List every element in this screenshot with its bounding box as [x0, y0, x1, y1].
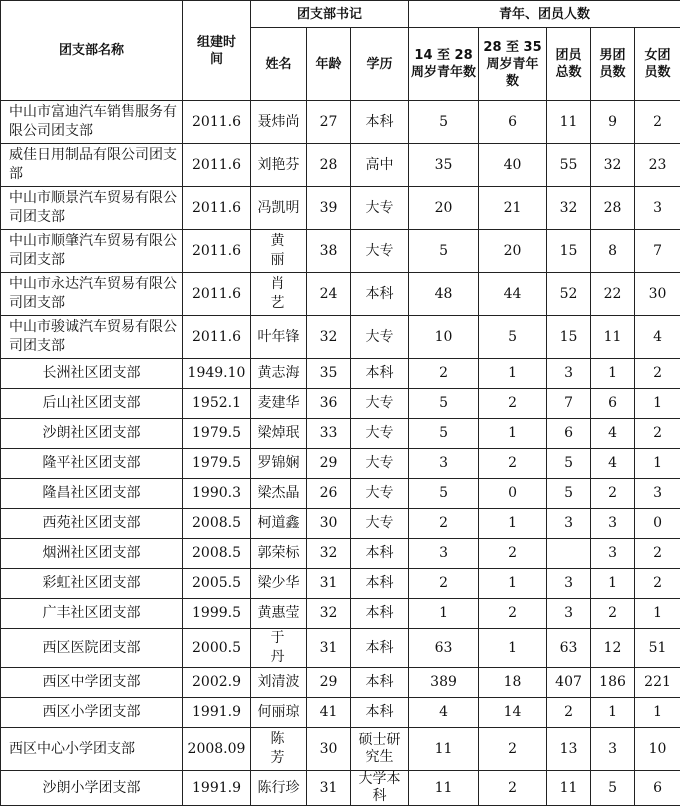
cell-youth-14-28: 3: [409, 539, 479, 569]
cell-total-members: 3: [547, 599, 591, 629]
cell-founded: 2002.9: [183, 668, 251, 698]
cell-secretary-edu: 高中: [351, 144, 409, 187]
cell-female-members: 2: [635, 101, 680, 144]
cell-founded: 1991.9: [183, 771, 251, 806]
cell-unit-name: 沙朗小学团支部: [1, 771, 183, 806]
header-sec-name: 姓名: [251, 28, 307, 101]
cell-female-members: 2: [635, 359, 680, 389]
cell-unit-name: 广丰社区团支部: [1, 599, 183, 629]
cell-male-members: 9: [591, 101, 635, 144]
cell-youth-14-28: 63: [409, 629, 479, 668]
cell-total-members: 55: [547, 144, 591, 187]
header-founded: 组建时间: [183, 1, 251, 101]
cell-male-members: 12: [591, 629, 635, 668]
cell-youth-14-28: 11: [409, 728, 479, 771]
table-row: [1, 273, 680, 316]
cell-total-members: 3: [547, 509, 591, 539]
cell-youth-28-35: 18: [479, 668, 547, 698]
table-row: [1, 509, 680, 539]
cell-total-members: 3: [547, 569, 591, 599]
cell-youth-14-28: 4: [409, 698, 479, 728]
cell-secretary-name: 柯道鑫: [251, 509, 307, 539]
table-row: [1, 359, 680, 389]
cell-secretary-name: 聂炜尚: [251, 101, 307, 144]
cell-unit-name: 中山市骏诚汽车贸易有限公司团支部: [1, 316, 183, 359]
cell-founded: 2005.5: [183, 569, 251, 599]
cell-male-members: 5: [591, 771, 635, 806]
cell-total-members: 13: [547, 728, 591, 771]
cell-youth-14-28: 35: [409, 144, 479, 187]
cell-youth-28-35: 2: [479, 449, 547, 479]
cell-secretary-name: 陈芳: [251, 728, 307, 771]
cell-youth-14-28: 5: [409, 479, 479, 509]
cell-unit-name: 中山市富迪汽车销售服务有限公司团支部: [1, 101, 183, 144]
cell-secretary-edu: 大学本科: [351, 771, 409, 806]
cell-male-members: 4: [591, 419, 635, 449]
table-row: [1, 569, 680, 599]
cell-secretary-age: 30: [307, 509, 351, 539]
cell-founded: 2011.6: [183, 144, 251, 187]
cell-female-members: 221: [635, 668, 680, 698]
cell-male-members: 8: [591, 230, 635, 273]
cell-founded: 2008.5: [183, 539, 251, 569]
cell-secretary-edu: 大专: [351, 479, 409, 509]
cell-secretary-age: 41: [307, 698, 351, 728]
header-members: 青年、团员人数: [409, 1, 680, 28]
header-secretary: 团支部书记: [251, 1, 409, 28]
cell-founded: 1991.9: [183, 698, 251, 728]
header-youth-14-28: 14 至 28 周岁青年数: [409, 28, 479, 101]
cell-youth-14-28: 10: [409, 316, 479, 359]
cell-youth-28-35: 5: [479, 316, 547, 359]
cell-secretary-name: 梁焯珉: [251, 419, 307, 449]
cell-total-members: 15: [547, 230, 591, 273]
cell-youth-28-35: 44: [479, 273, 547, 316]
cell-secretary-name: 梁杰晶: [251, 479, 307, 509]
cell-secretary-edu: 硕士研究生: [351, 728, 409, 771]
table-row: [1, 419, 680, 449]
cell-secretary-name: 黄惠莹: [251, 599, 307, 629]
cell-youth-28-35: 21: [479, 187, 547, 230]
cell-youth-14-28: 48: [409, 273, 479, 316]
cell-female-members: 1: [635, 698, 680, 728]
cell-secretary-name: 叶年锋: [251, 316, 307, 359]
cell-secretary-age: 38: [307, 230, 351, 273]
cell-secretary-name: 麦建华: [251, 389, 307, 419]
cell-founded: 2011.6: [183, 316, 251, 359]
table-row: [1, 187, 680, 230]
cell-secretary-name: 郭荣标: [251, 539, 307, 569]
header-sec-edu: 学历: [351, 28, 409, 101]
cell-secretary-edu: 本科: [351, 599, 409, 629]
cell-male-members: 3: [591, 509, 635, 539]
cell-male-members: 6: [591, 389, 635, 419]
cell-founded: 2011.6: [183, 187, 251, 230]
cell-total-members: 5: [547, 449, 591, 479]
cell-secretary-age: 32: [307, 539, 351, 569]
cell-secretary-name: 陈行珍: [251, 771, 307, 806]
cell-founded: 1979.5: [183, 419, 251, 449]
cell-secretary-name: 于丹: [251, 629, 307, 668]
cell-female-members: 4: [635, 316, 680, 359]
cell-youth-14-28: 3: [409, 449, 479, 479]
cell-secretary-age: 26: [307, 479, 351, 509]
cell-youth-28-35: 14: [479, 698, 547, 728]
cell-secretary-edu: 大专: [351, 419, 409, 449]
cell-secretary-age: 30: [307, 728, 351, 771]
cell-founded: 1990.3: [183, 479, 251, 509]
cell-total-members: 5: [547, 479, 591, 509]
cell-unit-name: 彩虹社区团支部: [1, 569, 183, 599]
cell-secretary-age: 31: [307, 569, 351, 599]
cell-unit-name: 西苑社区团支部: [1, 509, 183, 539]
cell-unit-name: 西区中学团支部: [1, 668, 183, 698]
cell-secretary-name: 黄志海: [251, 359, 307, 389]
cell-founded: 1979.5: [183, 449, 251, 479]
cell-youth-14-28: 11: [409, 771, 479, 806]
cell-secretary-name: 刘清波: [251, 668, 307, 698]
cell-secretary-age: 33: [307, 419, 351, 449]
cell-male-members: 1: [591, 569, 635, 599]
cell-female-members: 1: [635, 389, 680, 419]
header-total-members: 团员总数: [547, 28, 591, 101]
cell-youth-14-28: 1: [409, 599, 479, 629]
table-row: [1, 728, 680, 771]
cell-youth-28-35: 1: [479, 419, 547, 449]
cell-secretary-age: 31: [307, 771, 351, 806]
cell-total-members: 6: [547, 419, 591, 449]
cell-secretary-edu: 本科: [351, 698, 409, 728]
header-youth-28-35: 28 至 35 周岁青年数: [479, 28, 547, 101]
cell-youth-28-35: 1: [479, 359, 547, 389]
cell-secretary-age: 24: [307, 273, 351, 316]
cell-secretary-age: 35: [307, 359, 351, 389]
table-row: [1, 599, 680, 629]
cell-youth-14-28: 20: [409, 187, 479, 230]
cell-youth-14-28: 2: [409, 569, 479, 599]
cell-unit-name: 长洲社区团支部: [1, 359, 183, 389]
cell-founded: 1952.1: [183, 389, 251, 419]
cell-secretary-name: 冯凯明: [251, 187, 307, 230]
cell-male-members: 32: [591, 144, 635, 187]
cell-female-members: 10: [635, 728, 680, 771]
cell-unit-name: 中山市顺肇汽车贸易有限公司团支部: [1, 230, 183, 273]
cell-female-members: 23: [635, 144, 680, 187]
table-body: [1, 101, 680, 806]
cell-youth-28-35: 1: [479, 509, 547, 539]
cell-female-members: 3: [635, 479, 680, 509]
cell-secretary-age: 31: [307, 629, 351, 668]
cell-founded: 2011.6: [183, 273, 251, 316]
cell-female-members: 3: [635, 187, 680, 230]
cell-secretary-edu: 本科: [351, 359, 409, 389]
cell-male-members: 3: [591, 539, 635, 569]
cell-secretary-name: 肖艺: [251, 273, 307, 316]
cell-secretary-age: 29: [307, 668, 351, 698]
cell-youth-14-28: 2: [409, 359, 479, 389]
table-header: [1, 1, 680, 101]
cell-founded: 2008.09: [183, 728, 251, 771]
cell-female-members: 7: [635, 230, 680, 273]
cell-secretary-edu: 大专: [351, 316, 409, 359]
cell-unit-name: 西区小学团支部: [1, 698, 183, 728]
cell-unit-name: 沙朗社区团支部: [1, 419, 183, 449]
cell-total-members: 3: [547, 359, 591, 389]
cell-female-members: 2: [635, 539, 680, 569]
cell-female-members: 1: [635, 599, 680, 629]
cell-secretary-edu: 大专: [351, 449, 409, 479]
cell-total-members: 11: [547, 771, 591, 806]
header-unit-name: 团支部名称: [1, 1, 183, 101]
cell-male-members: 28: [591, 187, 635, 230]
cell-total-members: 11: [547, 101, 591, 144]
cell-secretary-age: 39: [307, 187, 351, 230]
cell-total-members: 32: [547, 187, 591, 230]
cell-total-members: 52: [547, 273, 591, 316]
cell-female-members: 51: [635, 629, 680, 668]
table-row: [1, 668, 680, 698]
cell-unit-name: 隆昌社区团支部: [1, 479, 183, 509]
table-row: [1, 629, 680, 668]
cell-youth-28-35: 20: [479, 230, 547, 273]
cell-youth-28-35: 2: [479, 599, 547, 629]
cell-secretary-edu: 大专: [351, 509, 409, 539]
header-sec-age: 年龄: [307, 28, 351, 101]
cell-secretary-edu: 本科: [351, 539, 409, 569]
cell-secretary-name: 罗锦娴: [251, 449, 307, 479]
table-row: [1, 479, 680, 509]
cell-youth-14-28: 389: [409, 668, 479, 698]
table-row: [1, 144, 680, 187]
cell-unit-name: 西区中心小学团支部: [1, 728, 183, 771]
cell-male-members: 2: [591, 479, 635, 509]
cell-male-members: 11: [591, 316, 635, 359]
cell-youth-14-28: 5: [409, 389, 479, 419]
cell-unit-name: 烟洲社区团支部: [1, 539, 183, 569]
cell-male-members: 1: [591, 359, 635, 389]
cell-founded: 1949.10: [183, 359, 251, 389]
cell-secretary-age: 27: [307, 101, 351, 144]
cell-youth-14-28: 5: [409, 419, 479, 449]
cell-unit-name: 中山市顺景汽车贸易有限公司团支部: [1, 187, 183, 230]
cell-secretary-edu: 本科: [351, 101, 409, 144]
table-row: [1, 771, 680, 806]
cell-unit-name: 后山社区团支部: [1, 389, 183, 419]
cell-unit-name: 中山市永达汽车贸易有限公司团支部: [1, 273, 183, 316]
cell-secretary-edu: 本科: [351, 629, 409, 668]
cell-male-members: 3: [591, 728, 635, 771]
cell-secretary-name: 梁少华: [251, 569, 307, 599]
cell-total-members: 63: [547, 629, 591, 668]
cell-secretary-age: 28: [307, 144, 351, 187]
table-row: [1, 698, 680, 728]
cell-secretary-edu: 本科: [351, 668, 409, 698]
cell-female-members: 2: [635, 419, 680, 449]
cell-female-members: 30: [635, 273, 680, 316]
cell-secretary-age: 29: [307, 449, 351, 479]
cell-male-members: 4: [591, 449, 635, 479]
cell-female-members: 0: [635, 509, 680, 539]
cell-founded: 1999.5: [183, 599, 251, 629]
cell-secretary-name: 黄丽: [251, 230, 307, 273]
cell-secretary-edu: 大专: [351, 230, 409, 273]
cell-secretary-edu: 大专: [351, 187, 409, 230]
cell-youth-14-28: 5: [409, 101, 479, 144]
table-row: [1, 316, 680, 359]
cell-female-members: 2: [635, 569, 680, 599]
cell-youth-28-35: 2: [479, 771, 547, 806]
cell-youth-28-35: 2: [479, 389, 547, 419]
cell-total-members: 2: [547, 698, 591, 728]
cell-youth-28-35: 40: [479, 144, 547, 187]
table-row: [1, 101, 680, 144]
cell-unit-name: 隆平社区团支部: [1, 449, 183, 479]
cell-founded: 2000.5: [183, 629, 251, 668]
cell-youth-28-35: 0: [479, 479, 547, 509]
cell-youth-28-35: 2: [479, 728, 547, 771]
cell-female-members: 6: [635, 771, 680, 806]
cell-unit-name: 西区医院团支部: [1, 629, 183, 668]
cell-founded: 2011.6: [183, 230, 251, 273]
table-row: [1, 230, 680, 273]
cell-youth-28-35: 1: [479, 629, 547, 668]
cell-total-members: [547, 539, 591, 569]
cell-secretary-age: 36: [307, 389, 351, 419]
header-female-members: 女团员数: [635, 28, 680, 101]
cell-youth-28-35: 1: [479, 569, 547, 599]
header-male-members: 男团员数: [591, 28, 635, 101]
cell-youth-28-35: 6: [479, 101, 547, 144]
table-row: [1, 389, 680, 419]
cell-male-members: 1: [591, 698, 635, 728]
cell-youth-14-28: 2: [409, 509, 479, 539]
cell-total-members: 407: [547, 668, 591, 698]
cell-secretary-edu: 大专: [351, 389, 409, 419]
table-row: [1, 449, 680, 479]
cell-total-members: 15: [547, 316, 591, 359]
cell-secretary-edu: 本科: [351, 273, 409, 316]
cell-secretary-age: 32: [307, 316, 351, 359]
cell-total-members: 7: [547, 389, 591, 419]
cell-secretary-edu: 本科: [351, 569, 409, 599]
cell-male-members: 22: [591, 273, 635, 316]
cell-founded: 2011.6: [183, 101, 251, 144]
cell-unit-name: 威佳日用制品有限公司团支部: [1, 144, 183, 187]
cell-founded: 2008.5: [183, 509, 251, 539]
cell-male-members: 186: [591, 668, 635, 698]
cell-female-members: 1: [635, 449, 680, 479]
cell-youth-28-35: 2: [479, 539, 547, 569]
table-row: [1, 539, 680, 569]
cell-secretary-name: 何丽琼: [251, 698, 307, 728]
cell-secretary-name: 刘艳芬: [251, 144, 307, 187]
cell-youth-14-28: 5: [409, 230, 479, 273]
cell-male-members: 2: [591, 599, 635, 629]
cell-secretary-age: 32: [307, 599, 351, 629]
